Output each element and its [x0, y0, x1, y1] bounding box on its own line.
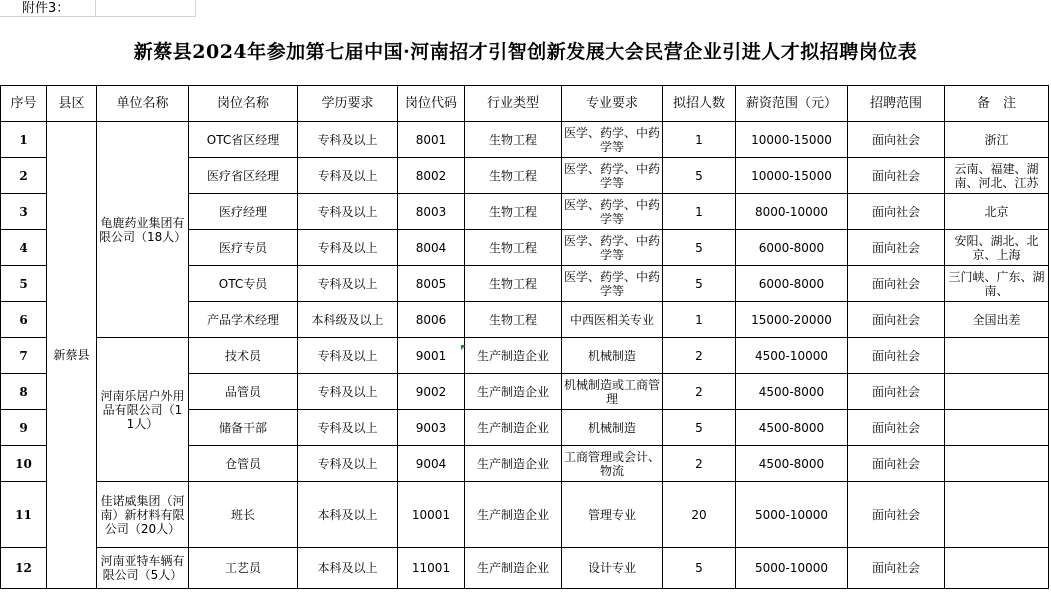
header-education[interactable]: 学历要求 — [298, 86, 398, 122]
cell-industry[interactable]: 生物工程 — [465, 230, 562, 266]
cell-major[interactable]: 设计专业 — [562, 548, 663, 589]
cell-salary[interactable]: 5000-10000 — [736, 548, 848, 589]
cell-company[interactable]: 龟鹿药业集团有限公司（18人） — [97, 122, 189, 338]
cell-position[interactable]: 工艺员 — [189, 548, 298, 589]
cell-note[interactable]: 云南、福建、湖南、河北、江苏 — [945, 158, 1049, 194]
cell-no[interactable]: 5 — [1, 266, 47, 302]
cell-note[interactable]: 北京 — [945, 194, 1049, 230]
cell-code[interactable]: 8004 — [398, 230, 465, 266]
cell-scope[interactable]: 面向社会 — [848, 194, 945, 230]
cell-code[interactable]: 9003 — [398, 410, 465, 446]
cell-major[interactable]: 医学、药学、中药学等 — [562, 194, 663, 230]
cell-count[interactable]: 5 — [663, 266, 736, 302]
cell-note[interactable] — [945, 446, 1049, 482]
cell-salary[interactable]: 6000-8000 — [736, 266, 848, 302]
cell-scope[interactable]: 面向社会 — [848, 446, 945, 482]
cell-position[interactable]: 品管员 — [189, 374, 298, 410]
cell-major[interactable]: 医学、药学、中药学等 — [562, 230, 663, 266]
cell-education[interactable]: 专科及以上 — [298, 410, 398, 446]
cell-industry[interactable]: 生产制造企业 — [465, 446, 562, 482]
cell-scope[interactable]: 面向社会 — [848, 410, 945, 446]
cell-position[interactable]: 医疗专员 — [189, 230, 298, 266]
cell-education[interactable]: 专科及以上 — [298, 338, 398, 374]
cell-code[interactable]: 9002 — [398, 374, 465, 410]
cell-industry[interactable]: 生物工程 — [465, 122, 562, 158]
cell-company[interactable]: 河南亚特车辆有限公司（5人） — [97, 548, 189, 589]
cell-note[interactable] — [945, 410, 1049, 446]
header-scope[interactable]: 招聘范围 — [848, 86, 945, 122]
cell-no[interactable]: 11 — [1, 482, 47, 548]
cell-note[interactable]: 安阳、湖北、北京、上海 — [945, 230, 1049, 266]
cell-code[interactable]: 8001 — [398, 122, 465, 158]
cell-note[interactable] — [945, 482, 1049, 548]
cell-count[interactable]: 1 — [663, 302, 736, 338]
cell-code[interactable]: 8003 — [398, 194, 465, 230]
cell-major[interactable]: 工商管理或会计、物流 — [562, 446, 663, 482]
cell-scope[interactable]: 面向社会 — [848, 338, 945, 374]
cell-scope[interactable]: 面向社会 — [848, 266, 945, 302]
recruitment-table — [0, 85, 1049, 589]
cell-company[interactable]: 佳诺威集团（河南）新材料有限公司（20人） — [97, 482, 189, 548]
cell-note[interactable] — [945, 374, 1049, 410]
cell-code[interactable]: 9004 — [398, 446, 465, 482]
header-industry[interactable]: 行业类型 — [465, 86, 562, 122]
cell-note[interactable]: 浙江 — [945, 122, 1049, 158]
cell-salary[interactable]: 8000-10000 — [736, 194, 848, 230]
cell-count[interactable]: 1 — [663, 194, 736, 230]
cell-major[interactable]: 医学、药学、中药学等 — [562, 122, 663, 158]
cell-scope[interactable]: 面向社会 — [848, 374, 945, 410]
header-major[interactable]: 专业要求 — [562, 86, 663, 122]
cell-salary[interactable]: 10000-15000 — [736, 122, 848, 158]
header-row — [1, 86, 1049, 122]
cell-no[interactable]: 7 — [1, 338, 47, 374]
cell-salary[interactable]: 4500-10000 — [736, 338, 848, 374]
cell-no[interactable]: 2 — [1, 158, 47, 194]
cell-education[interactable]: 专科及以上 — [298, 374, 398, 410]
cell-code[interactable]: 8006 — [398, 302, 465, 338]
cell-position[interactable]: 班长 — [189, 482, 298, 548]
cell-salary[interactable]: 4500-8000 — [736, 410, 848, 446]
cell-position[interactable]: 医疗经理 — [189, 194, 298, 230]
sheet-top-row — [0, 0, 1051, 18]
cell-count[interactable]: 5 — [663, 158, 736, 194]
cell-no[interactable]: 4 — [1, 230, 47, 266]
cell-education[interactable]: 专科及以上 — [298, 122, 398, 158]
table-row — [1, 338, 1049, 374]
table-row — [1, 122, 1049, 158]
cell-scope[interactable]: 面向社会 — [848, 482, 945, 548]
cell-salary[interactable]: 10000-15000 — [736, 158, 848, 194]
header-position[interactable]: 岗位名称 — [189, 86, 298, 122]
cell-scope[interactable]: 面向社会 — [848, 122, 945, 158]
cell-position[interactable]: 产品学术经理 — [189, 302, 298, 338]
cell-code[interactable]: 8005 — [398, 266, 465, 302]
cell-position[interactable]: 技术员 — [189, 338, 298, 374]
cell-note[interactable]: 全国出差 — [945, 302, 1049, 338]
cell-major[interactable]: 医学、药学、中药学等 — [562, 266, 663, 302]
cell-county[interactable]: 新蔡县 — [47, 122, 97, 589]
cell-education[interactable]: 专科及以上 — [298, 446, 398, 482]
cell-no[interactable]: 6 — [1, 302, 47, 338]
cell-salary[interactable]: 4500-8000 — [736, 446, 848, 482]
cell-code[interactable]: 10001 — [398, 482, 465, 548]
cell-industry[interactable]: 生产制造企业 — [465, 482, 562, 548]
cell-code[interactable]: 8002 — [398, 158, 465, 194]
cell-no[interactable]: 8 — [1, 374, 47, 410]
cell-code[interactable]: 11001 — [398, 548, 465, 589]
header-county[interactable]: 县区 — [47, 86, 97, 122]
cell-b0[interactable] — [96, 0, 196, 17]
cell-count[interactable]: 2 — [663, 374, 736, 410]
cell-note[interactable]: 三门峡、广东、湖南、 — [945, 266, 1049, 302]
header-no[interactable]: 序号 — [1, 86, 47, 122]
cell-comment-marker — [461, 345, 466, 350]
header-count[interactable]: 拟招人数 — [663, 86, 736, 122]
cell-major[interactable]: 机械制造或工商管理 — [562, 374, 663, 410]
cell-scope[interactable]: 面向社会 — [848, 230, 945, 266]
cell-salary[interactable]: 6000-8000 — [736, 230, 848, 266]
cell-education[interactable]: 专科及以上 — [298, 266, 398, 302]
cell-industry[interactable]: 生物工程 — [465, 194, 562, 230]
cell-industry[interactable]: 生产制造企业 — [465, 548, 562, 589]
cell-position[interactable]: OTC省区经理 — [189, 122, 298, 158]
cell-major[interactable]: 中西医相关专业 — [562, 302, 663, 338]
cell-no[interactable]: 1 — [1, 122, 47, 158]
cell-education[interactable]: 专科及以上 — [298, 158, 398, 194]
cell-education[interactable]: 专科及以上 — [298, 230, 398, 266]
cell-salary[interactable]: 5000-10000 — [736, 482, 848, 548]
cell-company[interactable]: 河南乐居户外用品有限公司（11人） — [97, 338, 189, 482]
page-title: 新蔡县2024年参加第七届中国·河南招才引智创新发展大会民营企业引进人才拟招聘岗位表 — [133, 40, 918, 63]
cell-count[interactable]: 5 — [663, 230, 736, 266]
cell-no[interactable]: 9 — [1, 410, 47, 446]
cell-industry[interactable]: 生物工程 — [465, 266, 562, 302]
cell-count[interactable]: 5 — [663, 548, 736, 589]
cell-major[interactable]: 医学、药学、中药学等 — [562, 158, 663, 194]
cell-scope[interactable]: 面向社会 — [848, 302, 945, 338]
table-row — [1, 482, 1049, 548]
cell-major[interactable]: 管理专业 — [562, 482, 663, 548]
cell-note[interactable] — [945, 338, 1049, 374]
cell-education[interactable]: 专科及以上 — [298, 194, 398, 230]
cell-industry[interactable]: 生物工程 — [465, 302, 562, 338]
cell-note[interactable] — [945, 548, 1049, 589]
cell-position[interactable]: 医疗省区经理 — [189, 158, 298, 194]
cell-no[interactable]: 3 — [1, 194, 47, 230]
cell-count[interactable]: 1 — [663, 122, 736, 158]
cell-salary[interactable]: 4500-8000 — [736, 374, 848, 410]
attachment-label: 附件3： — [22, 1, 70, 16]
cell-major[interactable]: 机械制造 — [562, 410, 663, 446]
cell-code[interactable]: 9001 — [398, 338, 465, 374]
cell-count[interactable]: 20 — [663, 482, 736, 548]
cell-count[interactable]: 2 — [663, 338, 736, 374]
cell-scope[interactable]: 面向社会 — [848, 548, 945, 589]
header-code[interactable]: 岗位代码 — [398, 86, 465, 122]
cell-no[interactable]: 10 — [1, 446, 47, 482]
cell-education[interactable]: 本科及以上 — [298, 548, 398, 589]
cell-industry[interactable]: 生产制造企业 — [465, 410, 562, 446]
cell-industry[interactable]: 生物工程 — [465, 158, 562, 194]
cell-count[interactable]: 2 — [663, 446, 736, 482]
cell-position[interactable]: OTC专员 — [189, 266, 298, 302]
cell-major[interactable]: 机械制造 — [562, 338, 663, 374]
cell-education[interactable]: 本科及以上 — [298, 482, 398, 548]
cell-position[interactable]: 仓管员 — [189, 446, 298, 482]
cell-industry[interactable]: 生产制造企业 — [465, 374, 562, 410]
cell-industry[interactable]: 生产制造企业 — [465, 338, 562, 374]
cell-position[interactable]: 储备干部 — [189, 410, 298, 446]
header-salary[interactable]: 薪资范围（元） — [736, 86, 848, 122]
header-note[interactable]: 备 注 — [945, 86, 1049, 122]
cell-scope[interactable]: 面向社会 — [848, 158, 945, 194]
cell-no[interactable]: 12 — [1, 548, 47, 589]
cell-salary[interactable]: 15000-20000 — [736, 302, 848, 338]
cell-count[interactable]: 5 — [663, 410, 736, 446]
cell-education[interactable]: 本科级及以上 — [298, 302, 398, 338]
table-row — [1, 548, 1049, 589]
header-company[interactable]: 单位名称 — [97, 86, 189, 122]
